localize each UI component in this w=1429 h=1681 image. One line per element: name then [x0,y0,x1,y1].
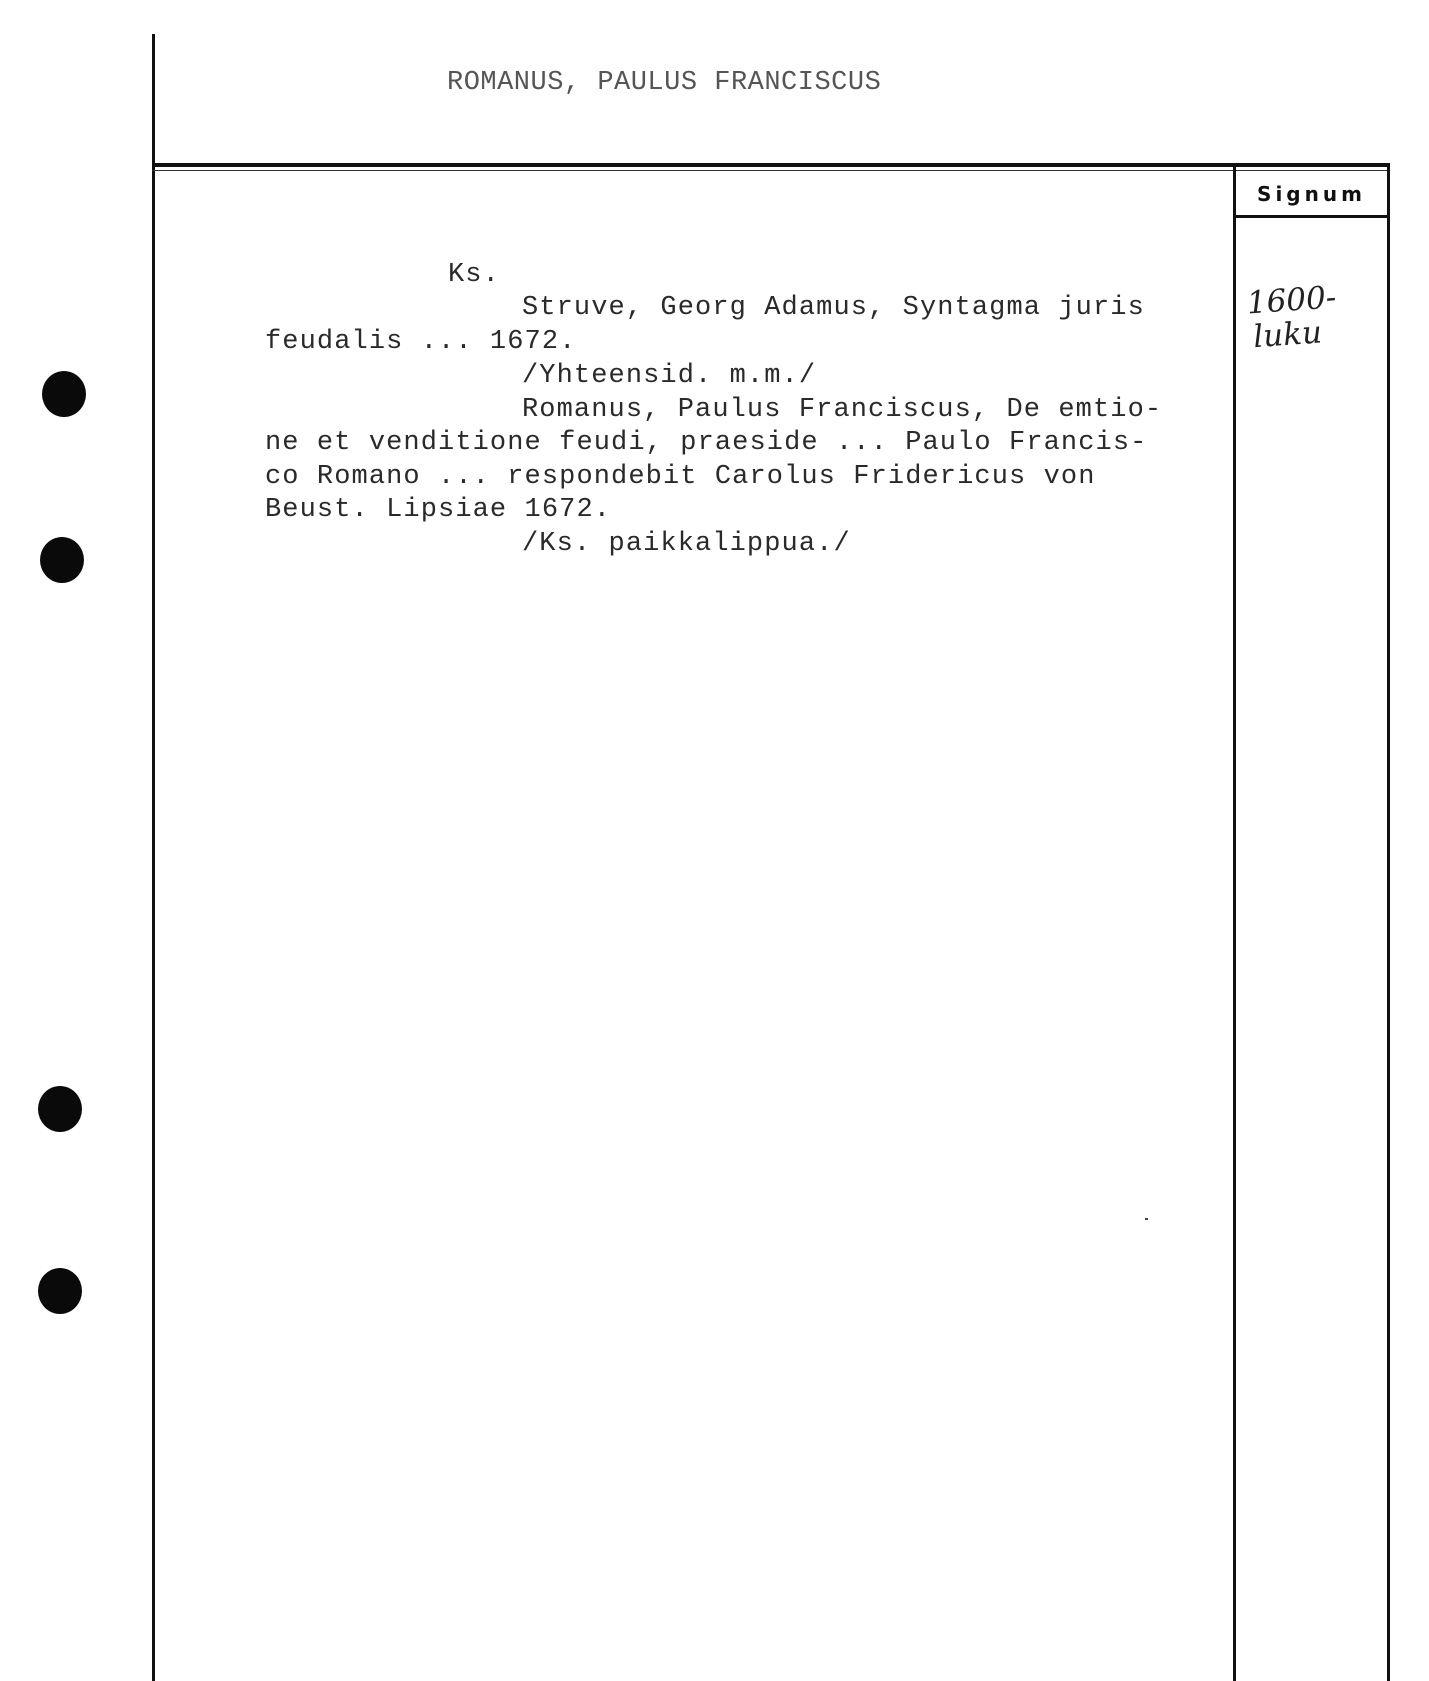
card-header-rule [152,163,1390,167]
card-heading: ROMANUS, PAULUS FRANCISCUS [447,68,882,98]
signum-handwritten-value [1246,278,1380,355]
body-line-see: Ks. [448,260,500,290]
body-line-romanus: Romanus, Paulus Franciscus, De emtio- [522,395,1163,425]
signum-column-left-rule [1233,167,1236,1681]
body-line-venditione: ne et venditione feudi, praeside ... Paulo Francis- [265,428,1148,458]
punch-hole [38,1086,82,1132]
paper-speck [1145,1218,1148,1220]
body-line-struve: Struve, Georg Adamus, Syntagma juris [522,293,1145,323]
signum-value-line-1: 1600- [1245,279,1338,322]
body-line-paikkalippua: /Ks. paikkalippua./ [522,529,851,559]
signum-label: Signum [1257,182,1366,206]
card-header-rule-thin [152,170,1390,171]
body-line-yhteensid: /Yhteensid. m.m./ [522,361,817,391]
body-line-respondebit: co Romano ... respondebit Carolus Fridericus von [265,462,1096,492]
body-line-lipsiae: Beust. Lipsiae 1672. [265,495,612,525]
card-left-rule [152,34,155,1681]
signum-column-right-rule [1387,167,1390,1681]
signum-value-line-2: luku [1252,314,1324,356]
body-line-feudalis: feudalis ... 1672. [265,327,577,357]
signum-header-rule [1233,215,1390,218]
punch-hole [38,1268,82,1314]
punch-hole [42,371,86,417]
punch-hole [40,537,84,583]
